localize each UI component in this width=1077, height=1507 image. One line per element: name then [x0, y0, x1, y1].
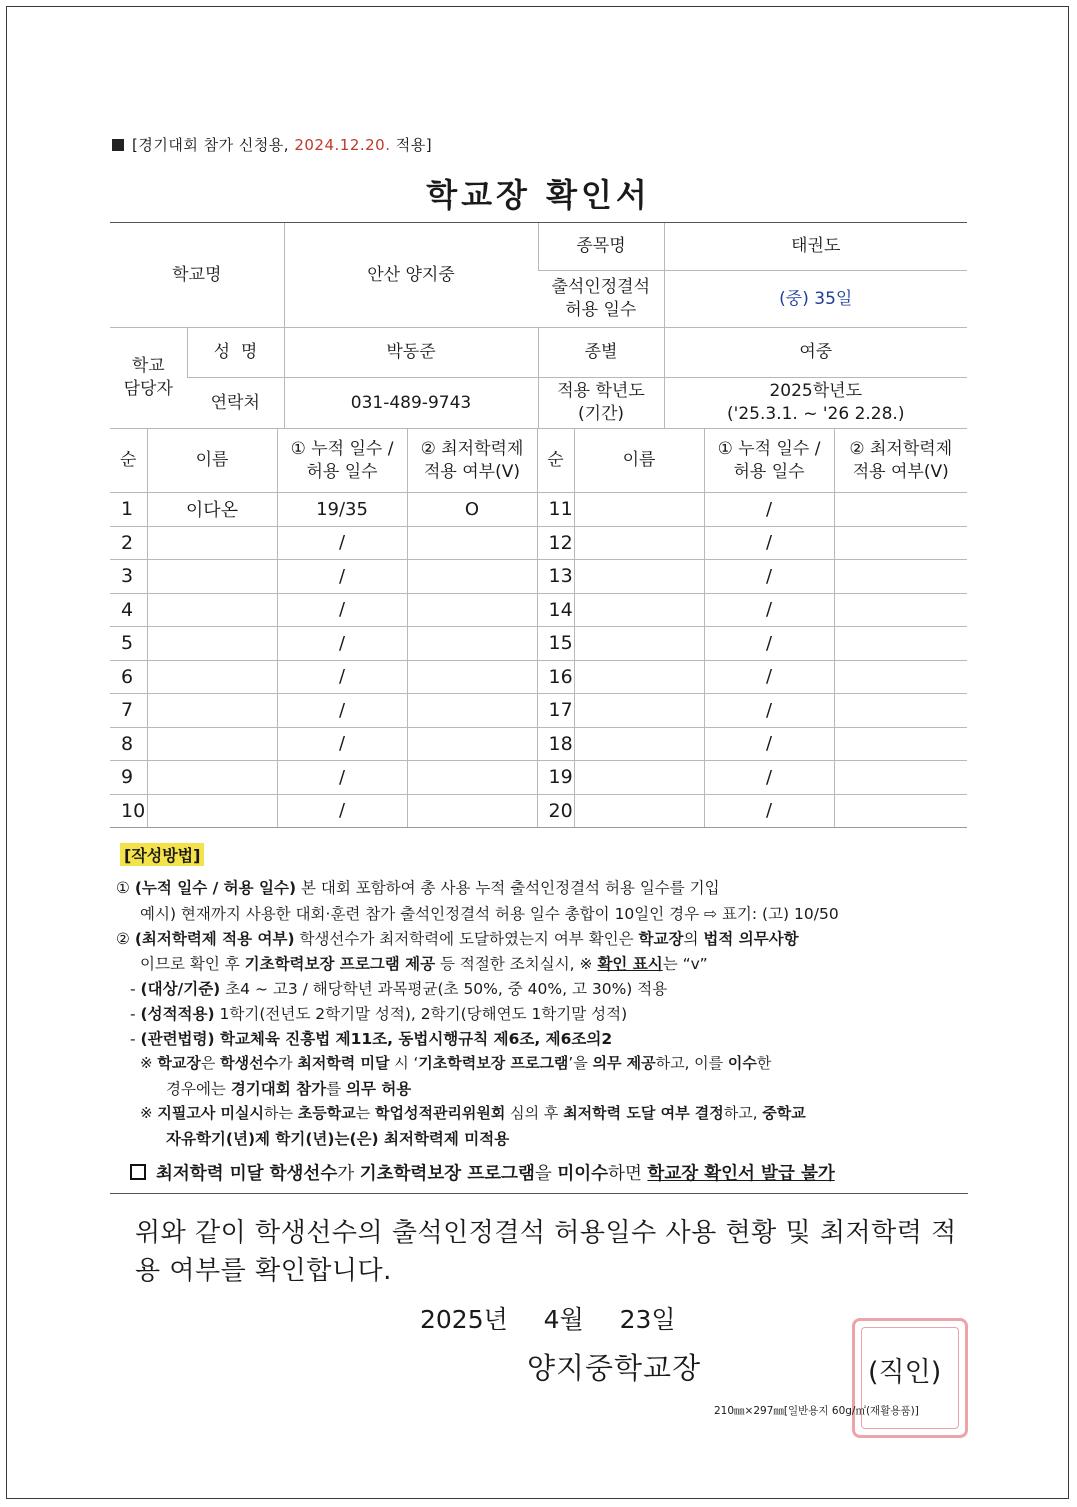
category-label: 종별: [538, 328, 664, 378]
left-name-cell: [147, 794, 277, 828]
left-name-cell: [147, 560, 277, 594]
right-days-cell: /: [704, 794, 834, 828]
left-days-cell: /: [277, 560, 407, 594]
student-roster-table: [110, 428, 967, 828]
left-no-cell: 4: [110, 593, 147, 627]
left-min-cell: O: [407, 493, 537, 527]
category-value: 여중: [664, 328, 967, 378]
left-name-cell: [147, 526, 277, 560]
left-days-cell: 19/35: [277, 493, 407, 527]
roster-row: [110, 794, 967, 828]
left-no-cell: 10: [110, 794, 147, 828]
roster-row: [110, 660, 967, 694]
header-days-right: ① 누적 일수 / 허용 일수: [704, 429, 834, 493]
manager-label: 학교 담당자: [110, 328, 187, 429]
confirmation-statement: 위와 같이 학생선수의 출석인정결석 허용일수 사용 현황 및 최저학력 적용 여부를 확인합니다.: [135, 1218, 957, 1286]
right-name-cell: [574, 694, 704, 728]
principal-title: 양지중학교장: [527, 1351, 702, 1385]
roster-row: [110, 627, 967, 661]
right-name-cell: [574, 560, 704, 594]
guide-line-4: 이므로 확인 후 기초학력보장 프로그램 제공 등 적절한 조치실시, ※ 확인 표시는 “v”: [140, 955, 708, 973]
right-min-cell: [834, 627, 967, 661]
left-name-cell: 이다온: [147, 493, 277, 527]
left-min-cell: [407, 694, 537, 728]
right-days-cell: /: [704, 694, 834, 728]
right-min-cell: [834, 694, 967, 728]
guide-line-2: 예시) 현재까지 사용한 대회·훈련 참가 출석인정결석 허용 일수 총합이 10일인 경우 ⇨ 표기: (고) 10/50: [140, 905, 839, 923]
right-no-cell: 11: [537, 493, 574, 527]
header-min-left: ② 최저학력제 적용 여부(V): [407, 429, 537, 493]
right-no-cell: 14: [537, 593, 574, 627]
right-min-cell: [834, 493, 967, 527]
left-min-cell: [407, 794, 537, 828]
left-days-cell: /: [277, 627, 407, 661]
issue-date: 2025년 4월 23일: [420, 1305, 676, 1334]
roster-row: [110, 593, 967, 627]
roster-row: [110, 761, 967, 795]
sport-value: 태권도: [664, 223, 967, 271]
contact-label: 연락처: [187, 378, 284, 429]
school-info-table: [110, 222, 967, 429]
left-days-cell: /: [277, 593, 407, 627]
right-name-cell: [574, 727, 704, 761]
roster-row: [110, 727, 967, 761]
checkbox-icon: [130, 1164, 146, 1180]
divider: [110, 1193, 968, 1194]
right-name-cell: [574, 660, 704, 694]
right-name-cell: [574, 526, 704, 560]
absence-days-label: 출석인정결석 허용 일수: [538, 271, 664, 328]
document-title: 학교장 확인서: [426, 176, 651, 214]
right-min-cell: [834, 560, 967, 594]
left-no-cell: 9: [110, 761, 147, 795]
year-value: 2025학년도 ('25.3.1. ~ '26 2.28.): [664, 378, 967, 429]
guide-line-6: - (성적적용) 1학기(전년도 2학기말 성적), 2학기(당해연도 1학기말 성적): [130, 1005, 628, 1023]
left-no-cell: 1: [110, 493, 147, 527]
header-days-left: ① 누적 일수 / 허용 일수: [277, 429, 407, 493]
right-no-cell: 16: [537, 660, 574, 694]
school-value: 안산 양지중: [284, 223, 538, 328]
left-days-cell: /: [277, 694, 407, 728]
guide-line-9: 경우에는 경기대회 참가를 의무 허용: [166, 1080, 412, 1098]
black-square-icon: [112, 139, 124, 151]
header-min-right: ② 최저학력제 적용 여부(V): [834, 429, 967, 493]
left-min-cell: [407, 761, 537, 795]
right-no-cell: 15: [537, 627, 574, 661]
right-min-cell: [834, 593, 967, 627]
right-name-cell: [574, 761, 704, 795]
right-days-cell: /: [704, 761, 834, 795]
left-min-cell: [407, 660, 537, 694]
guide-line-3: ② (최저학력제 적용 여부) 학생선수가 최저학력에 도달하였는지 여부 확인은 학교장의 법적 의무사항: [116, 930, 799, 948]
roster-row: [110, 694, 967, 728]
left-days-cell: /: [277, 660, 407, 694]
left-no-cell: 2: [110, 526, 147, 560]
left-name-cell: [147, 627, 277, 661]
right-days-cell: /: [704, 493, 834, 527]
left-min-cell: [407, 560, 537, 594]
left-no-cell: 7: [110, 694, 147, 728]
header-no-right: 순: [537, 429, 574, 493]
right-min-cell: [834, 794, 967, 828]
application-note: [경기대회 참가 신청용, 2024.12.20. 적용]: [112, 134, 432, 155]
left-no-cell: 8: [110, 727, 147, 761]
roster-row: [110, 560, 967, 594]
right-no-cell: 19: [537, 761, 574, 795]
left-name-cell: [147, 593, 277, 627]
right-min-cell: [834, 660, 967, 694]
roster-row: [110, 493, 967, 527]
right-min-cell: [834, 761, 967, 795]
left-min-cell: [407, 727, 537, 761]
left-days-cell: /: [277, 727, 407, 761]
guide-line-7: - (관련법령) 학교체육 진흥법 제11조, 동법시행규칙 제6조, 제6조의2: [130, 1030, 613, 1048]
header-name-left: 이름: [147, 429, 277, 493]
guide-line-5: - (대상/기준) 초4 ~ 고3 / 해당학년 과목평균(초 50%, 중 40%, 고 30%) 적용: [130, 980, 668, 998]
name-label: 성 명: [187, 328, 284, 378]
left-min-cell: [407, 526, 537, 560]
left-days-cell: /: [277, 526, 407, 560]
left-no-cell: 3: [110, 560, 147, 594]
guide-line-1: ① (누적 일수 / 허용 일수) 본 대회 포함하여 총 사용 누적 출석인정결석 허용 일수를 기입: [116, 879, 720, 897]
right-days-cell: /: [704, 593, 834, 627]
issuance-notice: 최저학력 미달 학생선수가 기초학력보장 프로그램을 미이수하면 학교장 확인서 발급 불가: [130, 1160, 835, 1185]
contact-value: 031-489-9743: [284, 378, 538, 429]
right-days-cell: /: [704, 627, 834, 661]
guide-line-11: 자유학기(년)제 학기(년)는(은) 최저학력제 미적용: [166, 1130, 510, 1148]
header-name-right: 이름: [574, 429, 704, 493]
paper-spec: 210㎜×297㎜[일반용지 60g/㎡(재활용품)]: [714, 1405, 919, 1417]
left-no-cell: 6: [110, 660, 147, 694]
right-no-cell: 18: [537, 727, 574, 761]
sport-label: 종목명: [538, 223, 664, 271]
right-days-cell: /: [704, 526, 834, 560]
left-name-cell: [147, 660, 277, 694]
right-min-cell: [834, 727, 967, 761]
right-days-cell: /: [704, 560, 834, 594]
right-days-cell: /: [704, 727, 834, 761]
left-days-cell: /: [277, 794, 407, 828]
right-no-cell: 12: [537, 526, 574, 560]
header-no-left: 순: [110, 429, 147, 493]
right-name-cell: [574, 794, 704, 828]
absence-days-value: (중) 35일: [664, 271, 967, 328]
right-name-cell: [574, 627, 704, 661]
school-label: 학교명: [110, 223, 284, 328]
guide-line-8: ※ 학교장은 학생선수가 최저학력 미달 시 ‘기초학력보장 프로그램’을 의무 제공하고, 이를 이수한: [140, 1054, 772, 1072]
left-min-cell: [407, 593, 537, 627]
left-days-cell: /: [277, 761, 407, 795]
roster-header-row: [110, 429, 967, 493]
right-name-cell: [574, 593, 704, 627]
effective-date: 2024.12.20.: [294, 136, 391, 154]
left-min-cell: [407, 627, 537, 661]
right-no-cell: 13: [537, 560, 574, 594]
guide-title: [작성방법]: [120, 843, 204, 866]
left-name-cell: [147, 761, 277, 795]
left-name-cell: [147, 694, 277, 728]
seal-label: (직인): [868, 1357, 942, 1388]
left-name-cell: [147, 727, 277, 761]
right-name-cell: [574, 493, 704, 527]
right-min-cell: [834, 526, 967, 560]
right-days-cell: /: [704, 660, 834, 694]
right-no-cell: 17: [537, 694, 574, 728]
guide-line-10: ※ 지필고사 미실시하는 초등학교는 학업성적관리위원회 심의 후 최저학력 도달 여부 결정하고, 중학교: [140, 1104, 806, 1122]
year-label: 적용 학년도 (기간): [538, 378, 664, 429]
roster-row: [110, 526, 967, 560]
name-value: 박동준: [284, 328, 538, 378]
right-no-cell: 20: [537, 794, 574, 828]
left-no-cell: 5: [110, 627, 147, 661]
